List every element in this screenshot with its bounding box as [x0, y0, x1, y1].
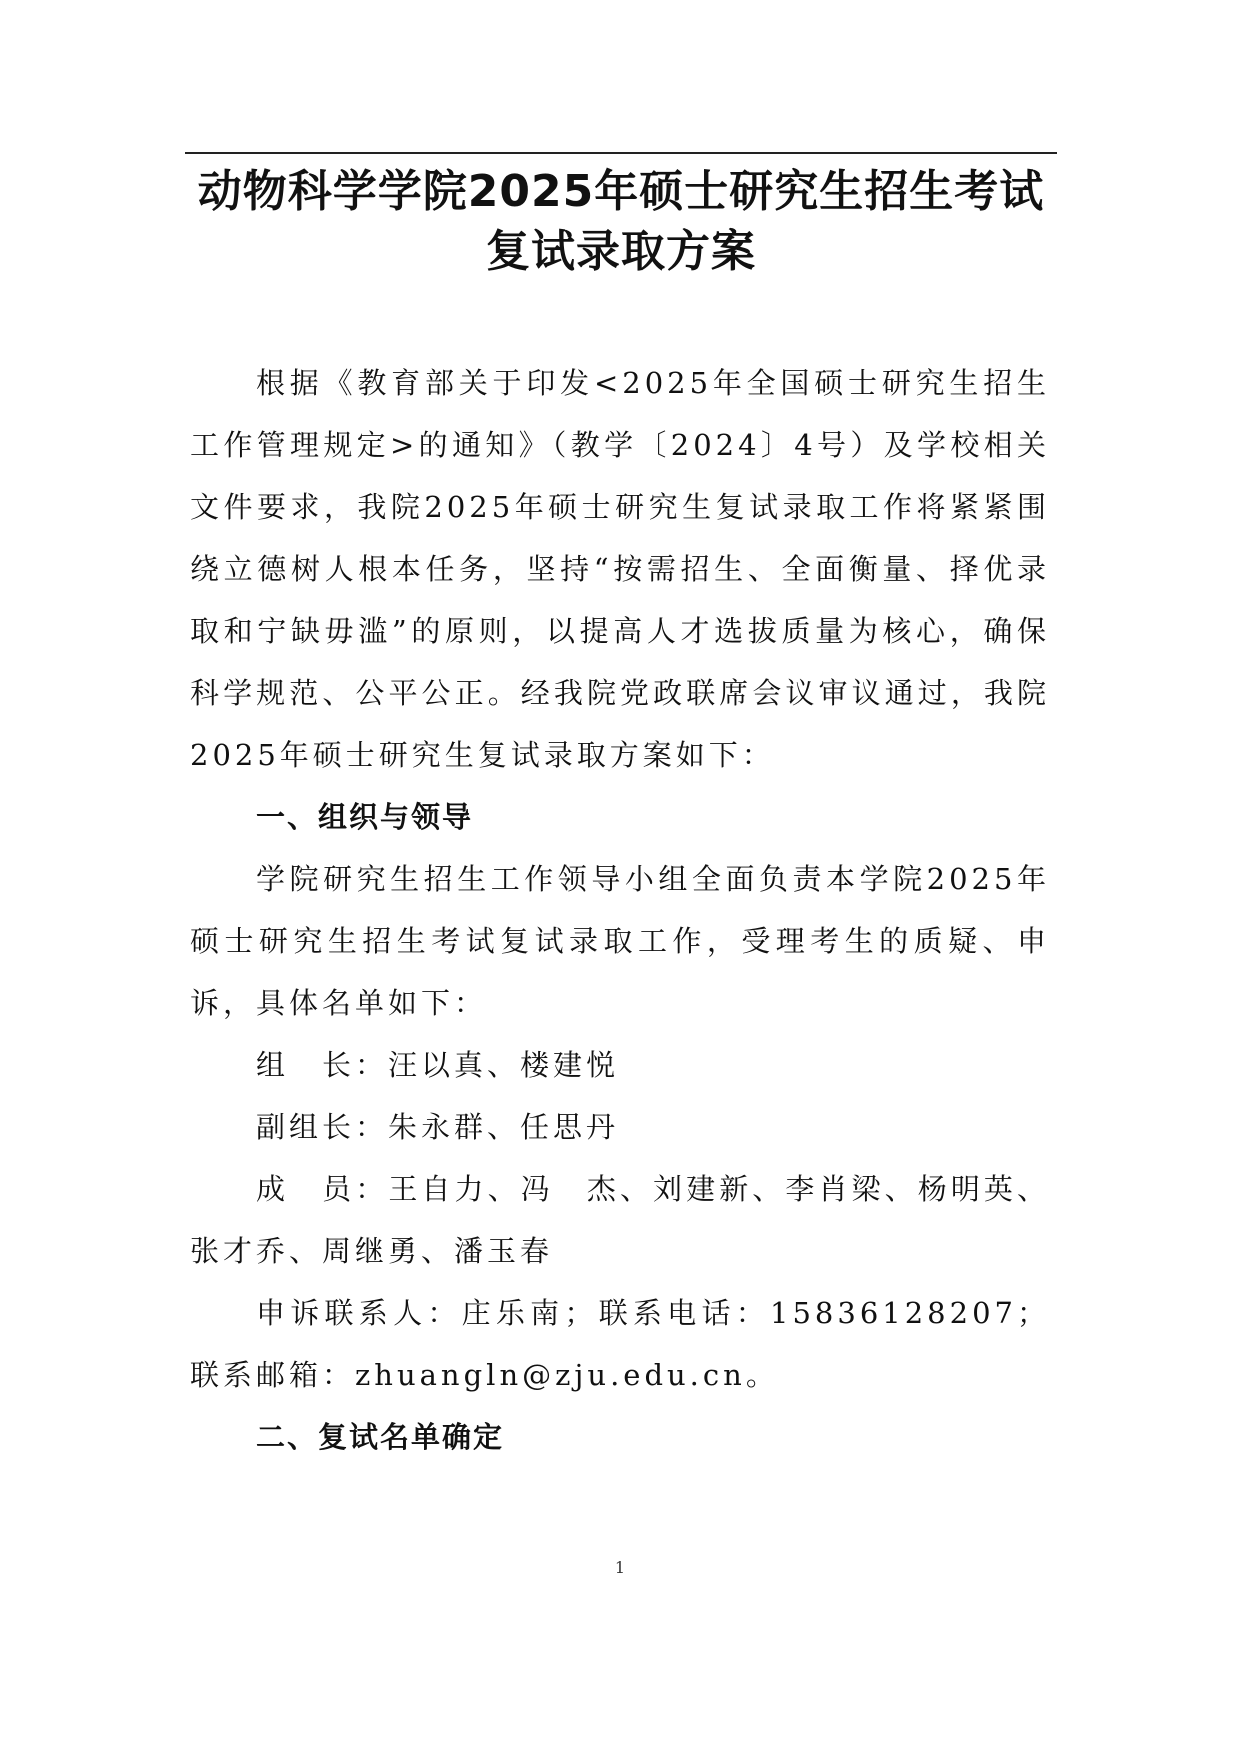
appeal-contact-line: 申诉联系人：庄乐南；联系电话：15836128207；联系邮箱：zhuangln@zju.edu.cn。 [190, 1296, 1050, 1392]
leader-line: 组 长：汪以真、楼建悦 [256, 1048, 620, 1082]
document-body [190, 352, 1050, 1468]
deputy-leader-line: 副组长：朱永群、任思丹 [256, 1110, 620, 1144]
top-rule [185, 152, 1057, 154]
intro-paragraph: 根据《教育部关于印发<2025年全国硕士研究生招生工作管理规定>的通知》（教学〔2024〕4号）及学校相关文件要求，我院2025年硕士研究生复试录取工作将紧紧围绕立德树人根本任务，坚持“按需招生、全面衡量、择优录取和宁缺毋滥”的原则，以提高人才选拔质量为核心，确保科学规范、公平公正。经我院党政联席会议审议通过，我院2025年硕士研究生复试录取方案如下： [190, 366, 1050, 772]
section-1-paragraph: 学院研究生招生工作领导小组全面负责本学院2025年硕士研究生招生考试复试录取工作，受理考生的质疑、申诉，具体名单如下： [190, 862, 1050, 1020]
members-line: 成 员：王自力、冯 杰、刘建新、李肖梁、杨明英、张才乔、周继勇、潘玉春 [190, 1172, 1050, 1268]
document-title-line-2: 复试录取方案 [486, 226, 756, 277]
section-2-heading: 二、复试名单确定 [256, 1420, 505, 1454]
page-number: 1 [614, 1558, 626, 1577]
document-title-line-1: 动物科学学院2025年硕士研究生招生考试 [197, 166, 1045, 217]
section-1-heading: 一、组织与领导 [256, 800, 474, 834]
